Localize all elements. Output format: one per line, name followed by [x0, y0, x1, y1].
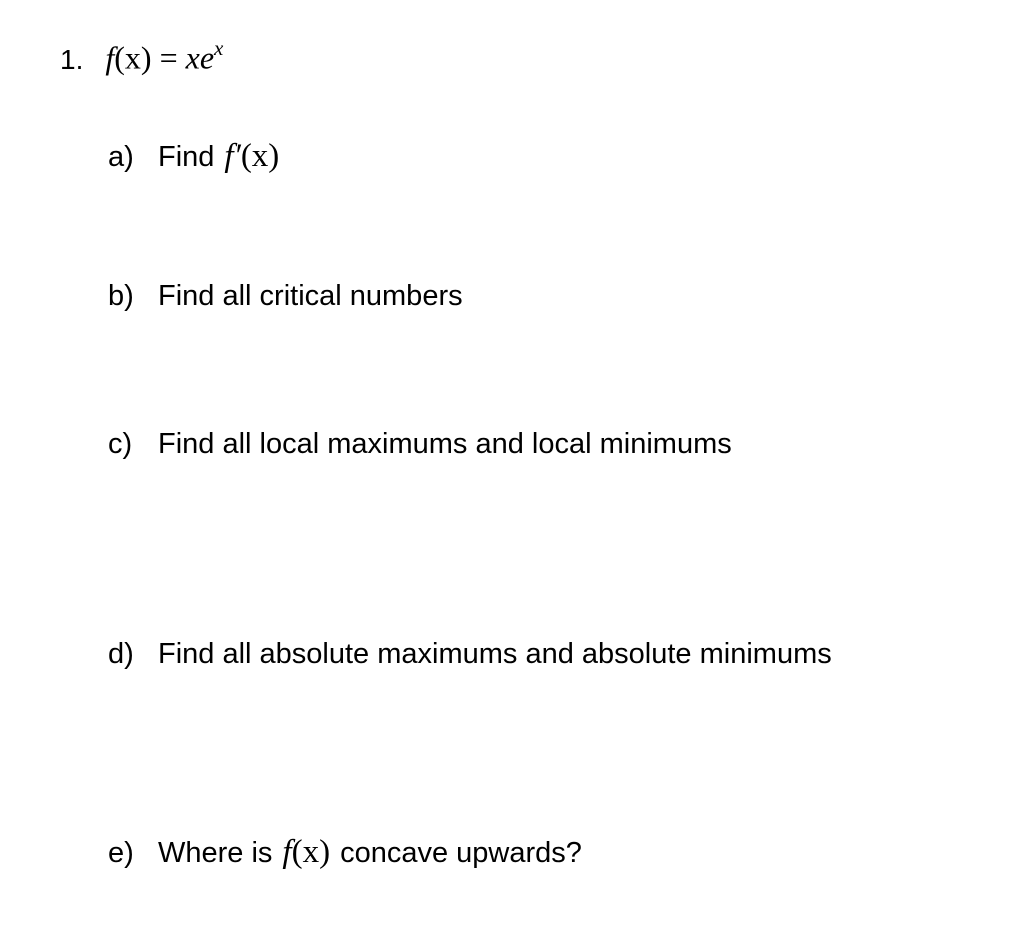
function-argument: (x) — [114, 39, 152, 76]
function-rhs-exponent: x — [214, 36, 224, 60]
part-b-text: Find all critical numbers — [158, 280, 463, 312]
part-d-label: d) — [108, 638, 134, 670]
part-e-text-before: Where is — [158, 837, 273, 869]
part-d-text: Find all absolute maximums and absolute minimums — [158, 638, 832, 670]
problem-number: 1. — [60, 43, 84, 75]
part-a — [108, 138, 279, 182]
derivative-name: f′ — [224, 138, 241, 174]
part-c-text: Find all local maximums and local minimums — [158, 428, 732, 460]
part-a-label: a) — [108, 141, 134, 173]
function-definition — [105, 38, 223, 77]
derivative-argument: (x) — [240, 138, 280, 174]
part-d — [108, 638, 832, 682]
function-rhs-base: xe — [185, 39, 215, 76]
problem-header — [60, 38, 223, 86]
part-c-label: c) — [108, 428, 133, 460]
part-b-label: b) — [108, 280, 134, 312]
part-e-label: e) — [108, 837, 134, 869]
part-a-text: Find — [158, 141, 215, 173]
part-e-text-after: concave upwards? — [340, 837, 582, 869]
part-e — [108, 834, 582, 878]
equals-sign: = — [159, 39, 178, 76]
part-e-function-argument: (x) — [291, 834, 331, 870]
part-e-math — [282, 834, 330, 871]
part-e-function-name: f — [282, 834, 292, 870]
part-a-math — [224, 138, 279, 175]
function-name: f — [105, 39, 115, 76]
part-c — [108, 428, 732, 472]
part-b — [108, 280, 463, 324]
